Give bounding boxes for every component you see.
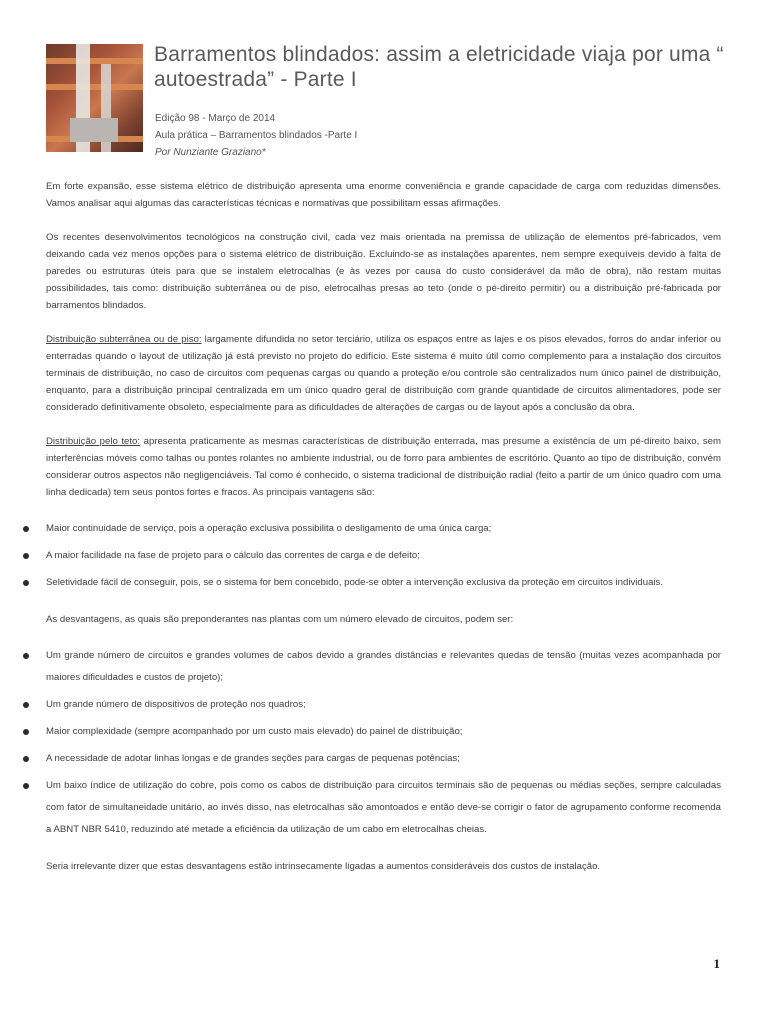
page-number: 1 [713, 956, 720, 971]
paragraph-context: Os recentes desenvolvimentos tecnológicos na construção civil, cada vez mais orientada na premissa de utilização de elementos pré-fabricados, vem deixando cada vez menos opções para o sistema elétrico de distribuição. Excluindo-se as instalações aparentes, nem sempre exequíveis devido à falta de paredes ou estruturas úteis para que se instalem eletrocalhas (e às vezes por causa do custo considerável da mão de obra), não restam muitas possibilidades, tais como: distribuição subterrânea ou de piso, eletrocalhas presas ao teto (onde o pé-direito permitir) ou a distribuição pré-fabricada por barramentos blindados. [46, 232, 721, 311]
ceiling-text: apresenta praticamente as mesmas características de distribuição enterrada, mas presume a existência de um pé-direito baixo, sem interferências móveis como talhas ou pontes rolantes no ambiente industrial, ou de forro para ambientes de escritório. Quanto ao tipo de distribuição, convém considerar outros aspectos não negligenciáveis. Tal como é conhecido, o sistema tradicional de distribuição radial (feito a partir de um único quadro com uma linha dedicada) tem seus pontos fortes e fracos. As principais vantagens são: [46, 436, 721, 498]
list-item [46, 645, 721, 689]
article-body [46, 178, 721, 892]
thumbnail-plate [70, 118, 118, 142]
list-item [46, 572, 721, 594]
list-item [46, 748, 721, 770]
heading-ceiling: Distribuição pelo teto: [46, 436, 141, 447]
bullet-icon [23, 702, 29, 708]
article-meta [155, 110, 357, 161]
list-item [46, 721, 721, 743]
list-item-text: A maior facilidade na fase de projeto para o cálculo das correntes de carga e de defeito; [46, 550, 420, 561]
list-item-text: Um baixo índice de utilização do cobre, pois como os cabos de distribuição para circuitos terminais são de pequenas ou médias seções, sempre calculadas com fator de simultaneidade unitário, ao invés disso, nas eletrocalhas são amontoados e então deve-se corrigir o fator de agrupamento conforme recomenda a ABNT NBR 5410, reduzindo até metade a eficiência da utilização de um cabo em eletrocalhas cheias. [46, 780, 721, 835]
bullet-icon [23, 553, 29, 559]
disadvantages-list [46, 645, 721, 841]
edition-line: Edição 98 - Março de 2014 [155, 113, 276, 124]
list-item-text: Maior continuidade de serviço, pois a operação exclusiva possibilita o desligamento de uma única carga; [46, 523, 492, 534]
paragraph-ceiling [46, 433, 721, 501]
list-item [46, 545, 721, 567]
list-item-text: Um grande número de dispositivos de proteção nos quadros; [46, 699, 306, 710]
thumbnail-copper-band [46, 84, 143, 90]
list-item-text: Seletividade fácil de conseguir, pois, se o sistema for bem concebido, pode-se obter a intervenção exclusiva da proteção em circuitos individuais. [46, 577, 664, 588]
heading-underground: Distribuição subterrânea ou de piso: [46, 334, 202, 345]
bullet-icon [23, 526, 29, 532]
bullet-icon [23, 756, 29, 762]
bullet-icon [23, 783, 29, 789]
bullet-icon [23, 729, 29, 735]
paragraph-disadvantages-intro: As desvantagens, as quais são preponderantes nas plantas com um número elevado de circuitos, podem ser: [46, 614, 514, 625]
advantages-list [46, 518, 721, 594]
list-item-text: Maior complexidade (sempre acompanhado por um custo mais elevado) do painel de distribuição; [46, 726, 463, 737]
underground-text: largamente difundida no setor terciário, utiliza os espaços entre as lajes e os pisos elevados, forros do andar inferior ou enterradas quando o layout de utilização já está previsto no projeto do edifício. Este sistema é muito útil como complemento para a instalação dos circuitos terminais de distribuição, no caso de circuitos com pequenas cargas ou quando a proteção e/ou controle são centralizados num único painel de distribuição, enquanto, para a distribuição principal centralizada em um único quadro geral de distribuição com grande quantidade de circuitos alimentadores, pode ser considerado definitivamente obsoleto, especialmente para as dificuldades de alterações de cargas ou de layout após a conclusão da obra. [46, 334, 721, 413]
article-thumbnail-image [46, 44, 143, 152]
paragraph-underground [46, 331, 721, 416]
list-item-text: Um grande número de circuitos e grandes volumes de cabos devido a grandes distâncias e relevantes quedas de tensão (muitas vezes acompanhada por maiores dificuldades e custos de projeto); [46, 650, 721, 683]
paragraph-conclusion: Seria irrelevante dizer que estas desvantagens estão intrinsecamente ligadas a aumentos consideráveis dos custos de instalação. [46, 861, 601, 872]
list-item [46, 694, 721, 716]
list-item-text: A necessidade de adotar linhas longas e de grandes seções para cargas de pequenas potências; [46, 753, 460, 764]
thumbnail-copper-band [46, 58, 143, 64]
bullet-icon [23, 580, 29, 586]
article-title: Barramentos blindados: assim a eletricidade viaja por uma “ autoestrada” - Parte I [154, 43, 724, 91]
list-item [46, 518, 721, 540]
bullet-icon [23, 653, 29, 659]
paragraph-intro: Em forte expansão, esse sistema elétrico de distribuição apresenta uma enorme conveniência e grande capacidade de carga com reduzidas dimensões. Vamos analisar aqui algumas das características técnicas e normativas que possibilitam essas afirmações. [46, 181, 721, 209]
list-item [46, 775, 721, 841]
section-line: Aula prática – Barramentos blindados -Parte I [155, 130, 358, 141]
author-line: Por Nunziante Graziano* [155, 147, 266, 158]
